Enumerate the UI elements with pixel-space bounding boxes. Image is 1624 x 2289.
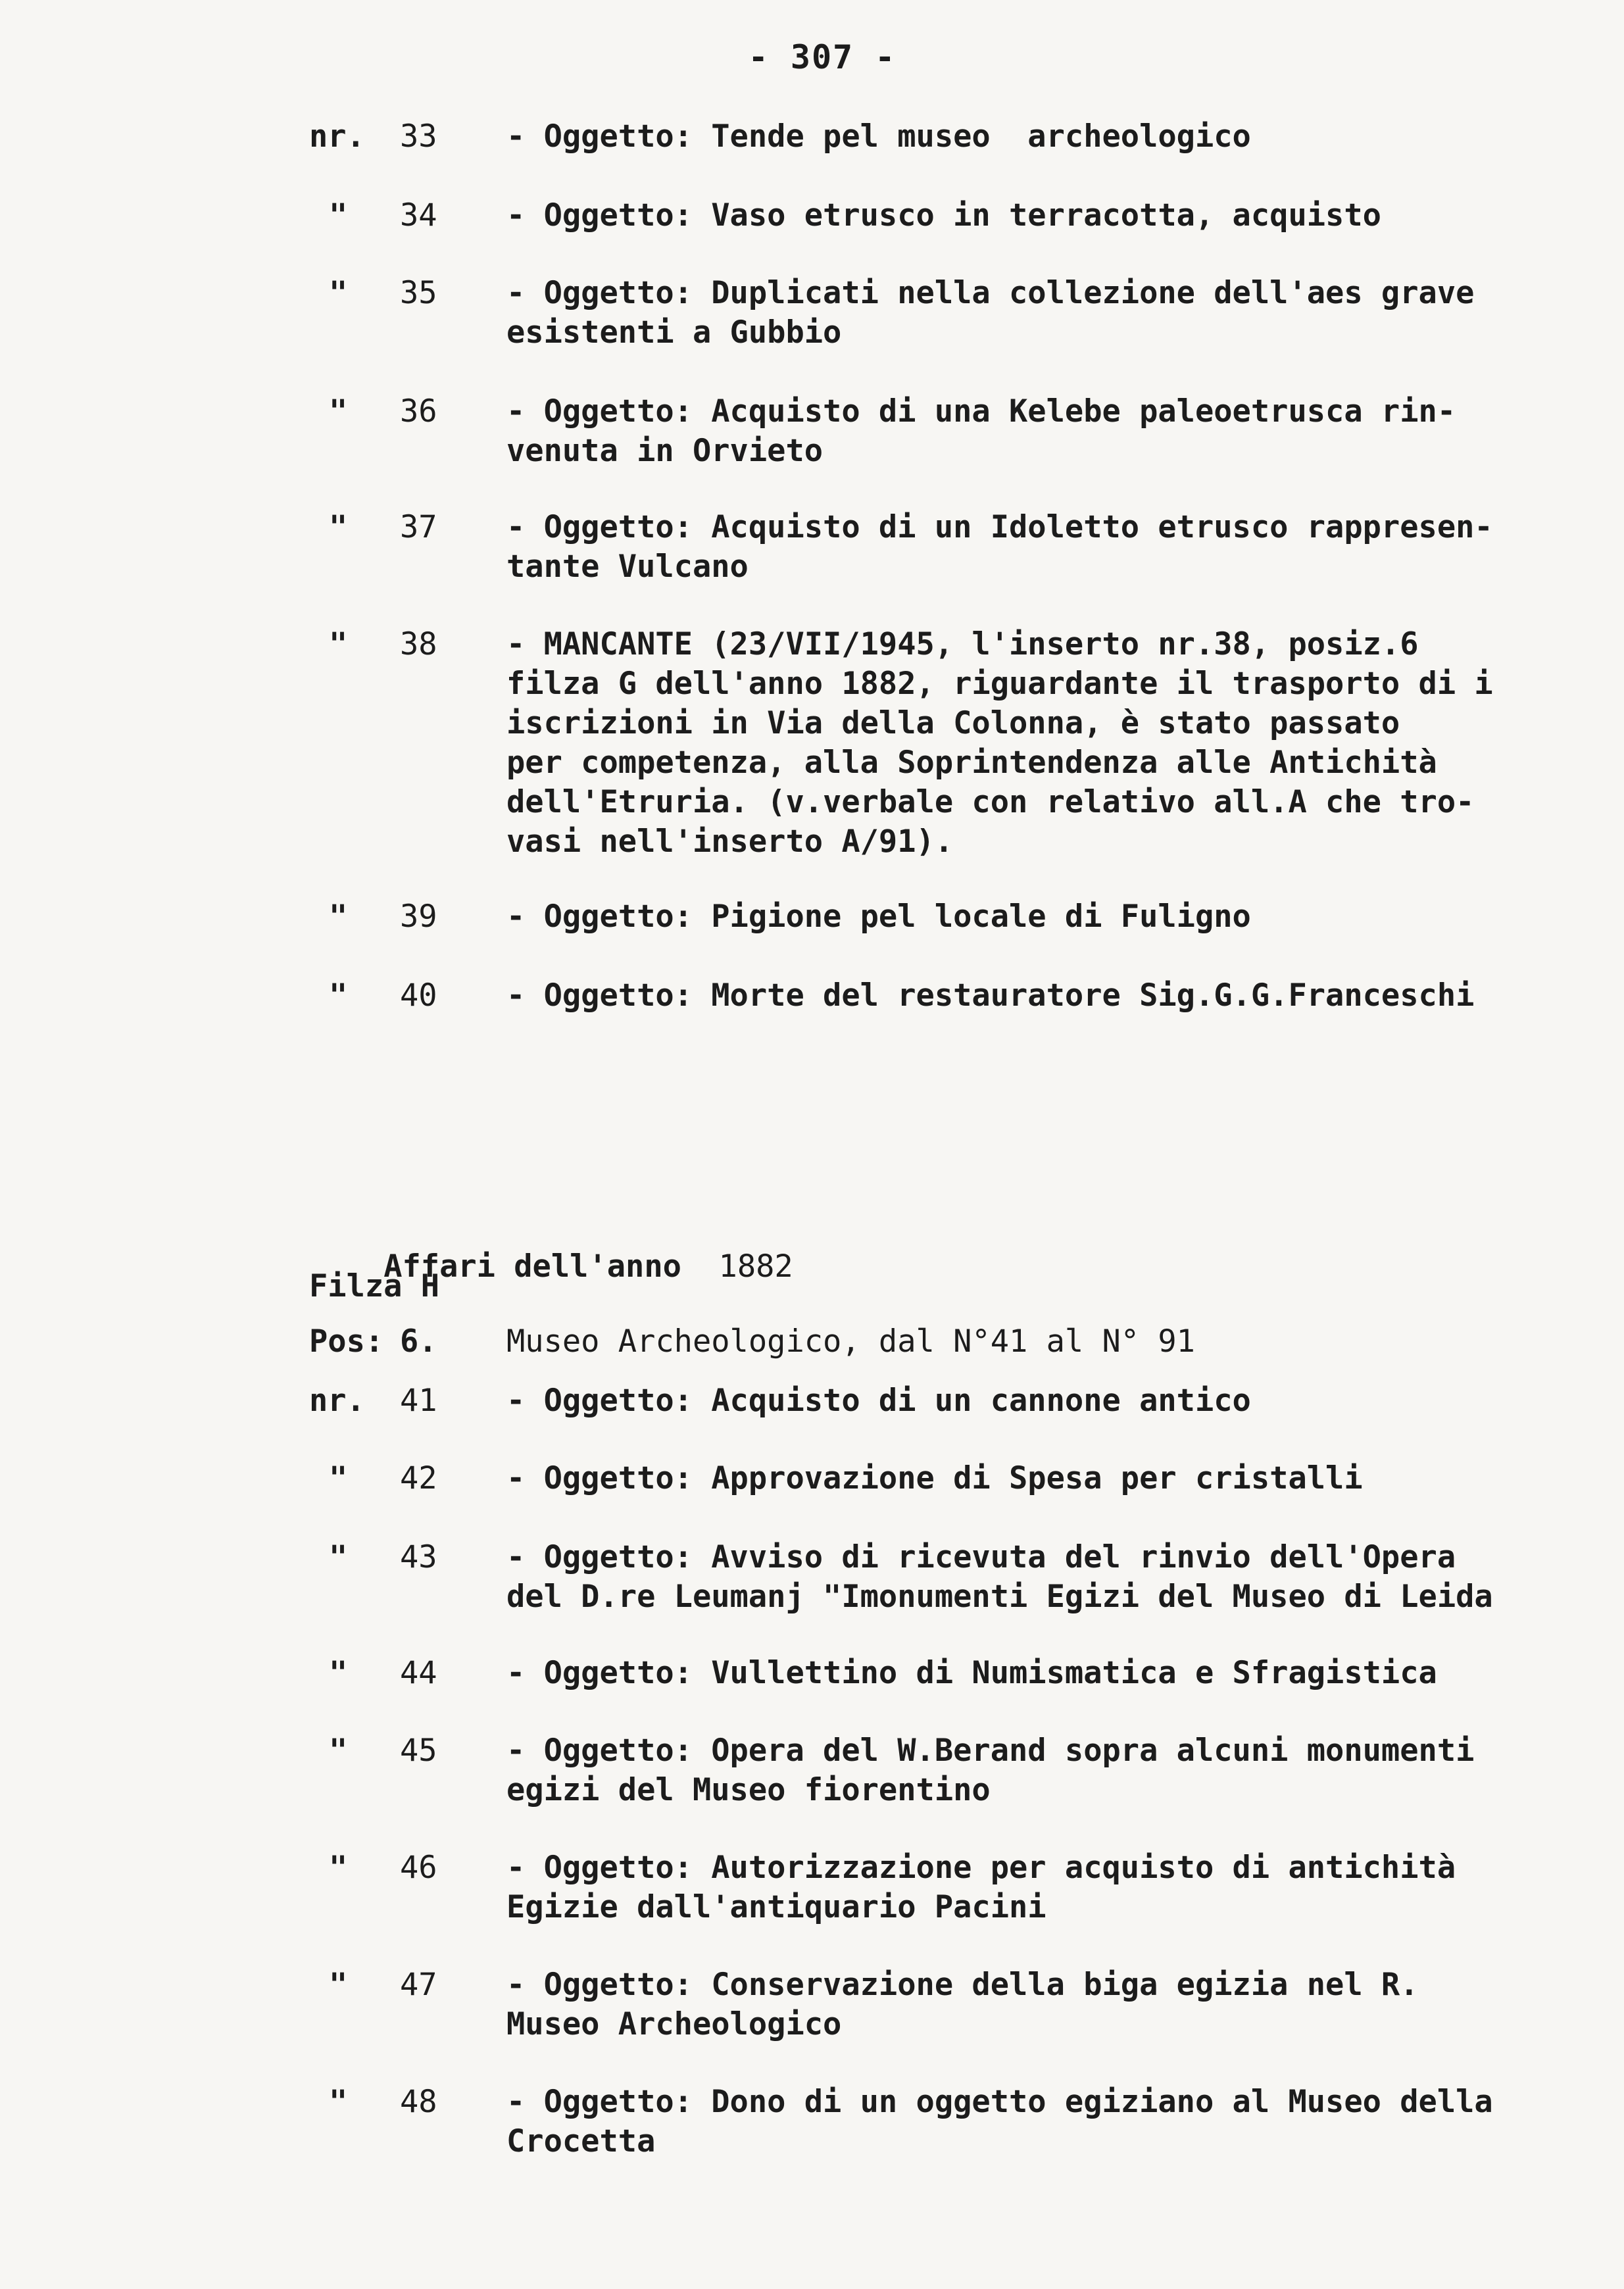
entry-text: - Oggetto: Morte del restauratore Sig.G.G.Franceschi [506,977,1475,1014]
entry-prefix: " [329,1655,348,1691]
entry-text: - Oggetto: Duplicati nella collezione dell'aes grave esistenti a Gubbio [506,275,1475,351]
entry-text: - Oggetto: Tende pel museo archeologico [506,118,1251,155]
entry-prefix: " [329,898,348,935]
entry-prefix: " [329,275,348,311]
entry-number: 44 [400,1655,437,1691]
entry-prefix: " [329,393,348,430]
entry-text: - Oggetto: Autorizzazione per acquisto di antichità Egizie dall'antiquario Pacini [506,1850,1456,1925]
entry-text: - Oggetto: Acquisto di un Idoletto etrusco rappresen- tante Vulcano [506,509,1493,585]
entry-number: 34 [400,197,437,234]
entry-text: - Oggetto: Acquisto di una Kelebe paleoetrusca rin- venuta in Orvieto [506,393,1456,469]
entry-number: 43 [400,1539,437,1575]
pos-description: Museo Archeologico, dal N°41 al N° 91 [506,1323,1195,1360]
entry-number: 48 [400,2084,437,2120]
pos-heading [309,1322,1559,1362]
entry-text: - Oggetto: Acquisto di un cannone antico [506,1383,1251,1419]
entry-number: 37 [400,509,437,545]
entry-prefix: " [329,1733,348,1769]
entry-prefix: nr. [309,118,365,155]
entry-prefix: " [329,626,348,662]
entry-text: - Oggetto: Vaso etrusco in terracotta, acquisto [506,197,1381,234]
affari-label: Affari dell'anno [383,1248,681,1285]
filza-heading: Filza H [309,1268,440,1304]
entry-number: 33 [400,118,437,155]
entry-prefix: nr. [309,1383,365,1419]
entry-text: - Oggetto: Dono di un oggetto egiziano al Museo della Crocetta [506,2084,1493,2159]
entry-number: 46 [400,1850,437,1886]
entry-text: - Oggetto: Pigione pel locale di Fuligno [506,898,1251,935]
pos-label: Pos: [309,1323,384,1360]
entry-prefix: " [329,1850,348,1886]
entry-number: 42 [400,1460,437,1496]
entry-text: - Oggetto: Vullettino di Numismatica e Sfragistica [506,1655,1437,1691]
entry-prefix: " [329,509,348,545]
entry-number: 40 [400,977,437,1014]
entry-number: 38 [400,626,437,662]
page-number: - 307 - [748,38,897,76]
entry-prefix: " [329,1967,348,2003]
entry-number: 35 [400,275,437,311]
entry-prefix: " [329,1539,348,1575]
entry-number: 41 [400,1383,437,1419]
entry-prefix: " [329,977,348,1014]
entry-number: 36 [400,393,437,430]
affari-year: 1882 [718,1248,793,1285]
entry-prefix: " [329,197,348,234]
entry-text: - Oggetto: Avviso di ricevuta del rinvio dell'Opera del D.re Leumanj "Imonumenti Egizi del Museo di Leida [506,1539,1493,1615]
entry-prefix: " [329,2084,348,2120]
entry-number: 45 [400,1733,437,1769]
entry-prefix: " [329,1460,348,1496]
entry-text: - Oggetto: Opera del W.Berand sopra alcuni monumenti egizi del Museo fiorentino [506,1733,1475,1808]
entry-text: - MANCANTE (23/VII/1945, l'inserto nr.38, posiz.6 filza G dell'anno 1882, riguardante il trasporto di i iscrizioni in Via della Colonna, è stato passato per competenza, alla Soprintendenza alle Antichità dell'Etruria. (v.verbale con relativo all.A che tro- vasi nell'inserto A/91). [506,626,1493,860]
entry-number: 47 [400,1967,437,2003]
pos-number: 6. [400,1323,437,1360]
entry-text: - Oggetto: Conservazione della biga egizia nel R. Museo Archeologico [506,1967,1419,2042]
entry-text: - Oggetto: Approvazione di Spesa per cristalli [506,1460,1363,1496]
entry-number: 39 [400,898,437,935]
